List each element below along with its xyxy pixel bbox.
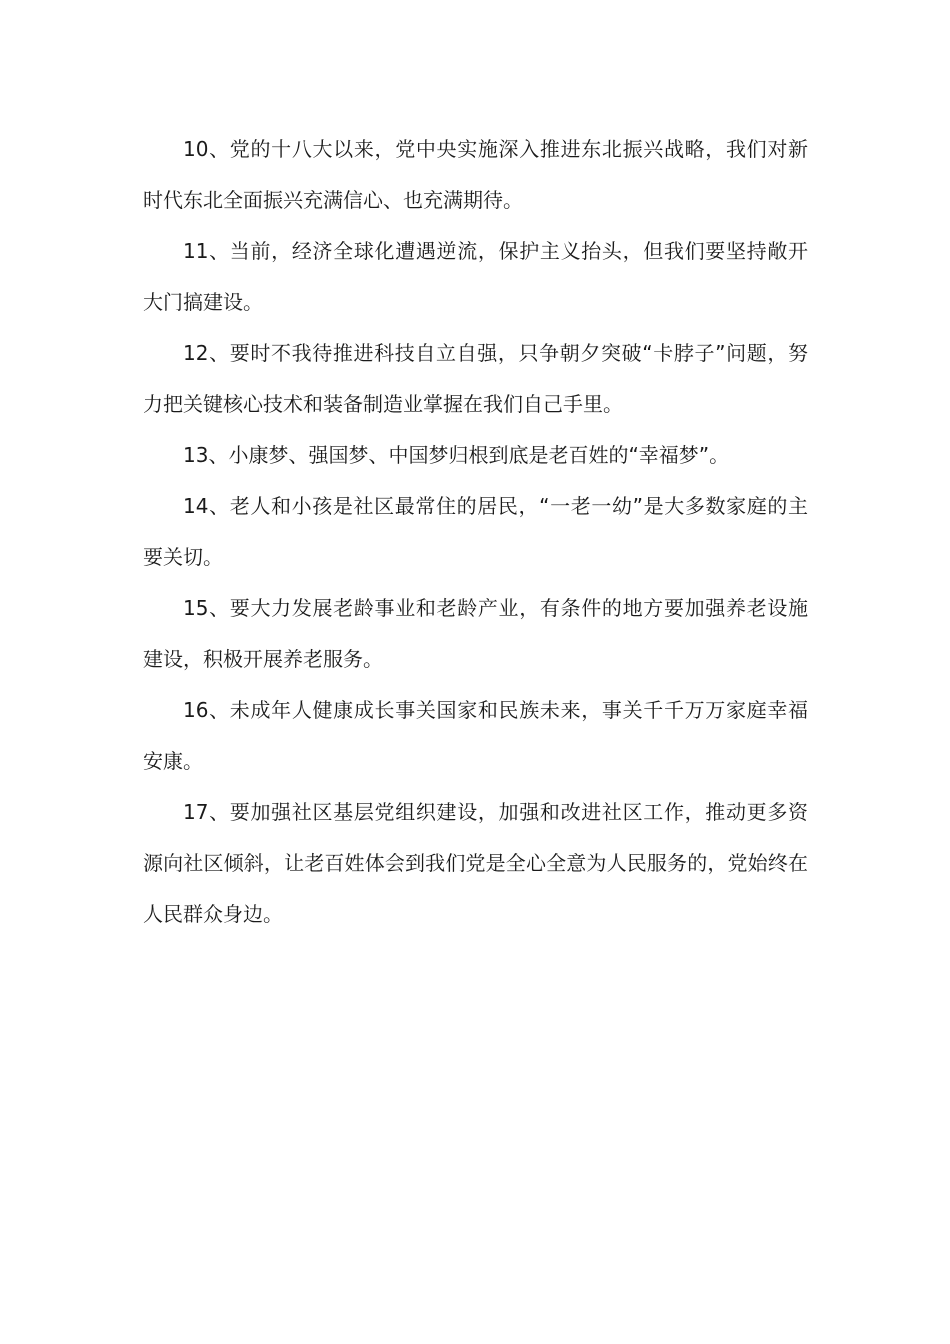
paragraph-10: 10、党的十八大以来，党中央实施深入推进东北振兴战略，我们对新时代东北全面振兴充满信心、也充满期待。 [143,137,808,212]
paragraph-13: 13、小康梦、强国梦、中国梦归根到底是老百姓的“幸福梦”。 [183,443,730,467]
document-body [143,124,808,940]
paragraph-11: 11、当前，经济全球化遭遇逆流，保护主义抬头，但我们要坚持敞开大门搞建设。 [143,239,808,314]
paragraph-12: 12、要时不我待推进科技自立自强，只争朝夕突破“卡脖子”问题，努力把关键核心技术和装备制造业掌握在我们自己手里。 [143,341,808,416]
paragraph-17: 17、要加强社区基层党组织建设，加强和改进社区工作，推动更多资源向社区倾斜，让老百姓体会到我们党是全心全意为人民服务的，党始终在人民群众身边。 [143,800,808,926]
paragraph-15: 15、要大力发展老龄事业和老龄产业，有条件的地方要加强养老设施建设，积极开展养老服务。 [143,596,808,671]
paragraph-16: 16、未成年人健康成长事关国家和民族未来，事关千千万万家庭幸福安康。 [143,698,808,773]
paragraph-14: 14、老人和小孩是社区最常住的居民，“一老一幼”是大多数家庭的主要关切。 [143,494,808,569]
